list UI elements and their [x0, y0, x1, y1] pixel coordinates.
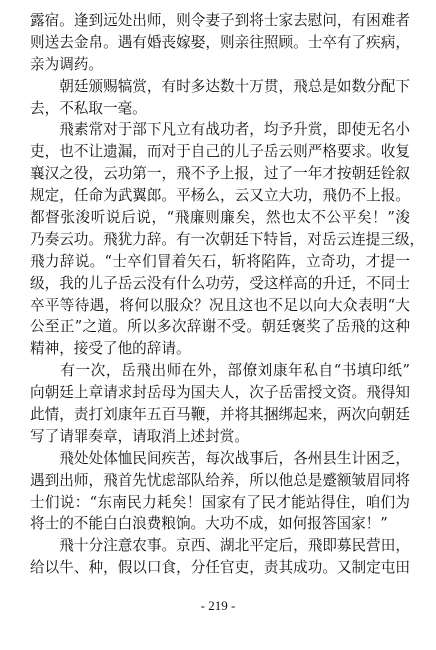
text-line: 去，不私取一毫。: [30, 99, 147, 117]
text-line: 公至正”之道。所以多次辞谢不受。朝廷褒奖了岳飛的这种: [30, 318, 410, 336]
text-line: 飛素常对于部下凡立有战功者，均予升赏，即使无名小: [30, 121, 410, 139]
text-line: 写了请罪奏章，请取消上述封赏。: [30, 427, 249, 445]
body-text: [30, 10, 425, 579]
text-line: 吏，也不让遗漏，而对于自己的儿子岳云则严格要求。收复: [30, 143, 410, 161]
text-line: 露宿。逢到远处出师，则令妻子到将士家去慰问，有困难者: [30, 12, 410, 29]
text-line: 飛力辞说。“士卒们冒着矢石，斩将陷阵，立奇功，才提一: [30, 252, 410, 270]
text-line: 将士的不能白白浪费粮饷。大功不成，如何报答国家！”: [30, 515, 388, 533]
text-line: 有一次，岳飛出师在外，部僚刘康年私自“书填印纸”: [30, 362, 410, 380]
text-line: 向朝廷上章请求封岳母为国夫人，次子岳雷授文资。飛得知: [30, 384, 410, 402]
text-line: 则送去金帛。遇有婚丧嫁娶，则亲往照顾。士卒有了疾病，: [30, 33, 410, 51]
text-line: 士们说：“东南民力耗矣！国家有了民才能站得住，咱们为: [30, 493, 410, 511]
text-line: 都督张浚听说后说，“飛廉则廉矣，然也太不公平矣！”浚: [30, 209, 410, 227]
text-line: 级，我的儿子岳云没有什么功劳，受这样高的升迁，不同士: [30, 274, 410, 292]
text-line: 规定，任命为武翼郎。平杨么，云又立大功，飛仍不上报。: [30, 187, 410, 205]
page-number: - 219 -: [200, 598, 236, 613]
text-line: 遇到出师，飛首先忧虑部队给养，所以他总是蹙额皱眉同将: [30, 471, 410, 489]
text-line: 精神，接受了他的辞请。: [30, 340, 191, 358]
text-line: 乃奏云功。飛犹力辞。有一次朝廷下特旨，对岳云连提三级，: [30, 230, 425, 248]
text-line: 亲为调药。: [30, 55, 103, 73]
text-line: 此情，责打刘康年五百马鞭，并将其捆绑起来，两次向朝廷: [30, 406, 410, 424]
text-line: 飛处处体恤民间疾苦，每次战事后，各州县生计困乏，: [30, 449, 410, 467]
text-line: 朝廷颁赐犒赏，有时多达数十万贯，飛总是如数分配下: [30, 77, 410, 95]
text-line: 飛十分注意农事。京西、湖北平定后，飛即募民营田，: [30, 537, 410, 555]
text-line: 襄汉之役，云功第一，飛不予上报，过了一年才按朝廷铨叙: [30, 165, 410, 183]
text-line: 卒平等待遇，将何以服众？况且这也不足以向大众表明“大: [30, 296, 410, 314]
text-line: 给以牛、种，假以口食，分任官吏，责其成功。又制定屯田: [30, 559, 410, 577]
